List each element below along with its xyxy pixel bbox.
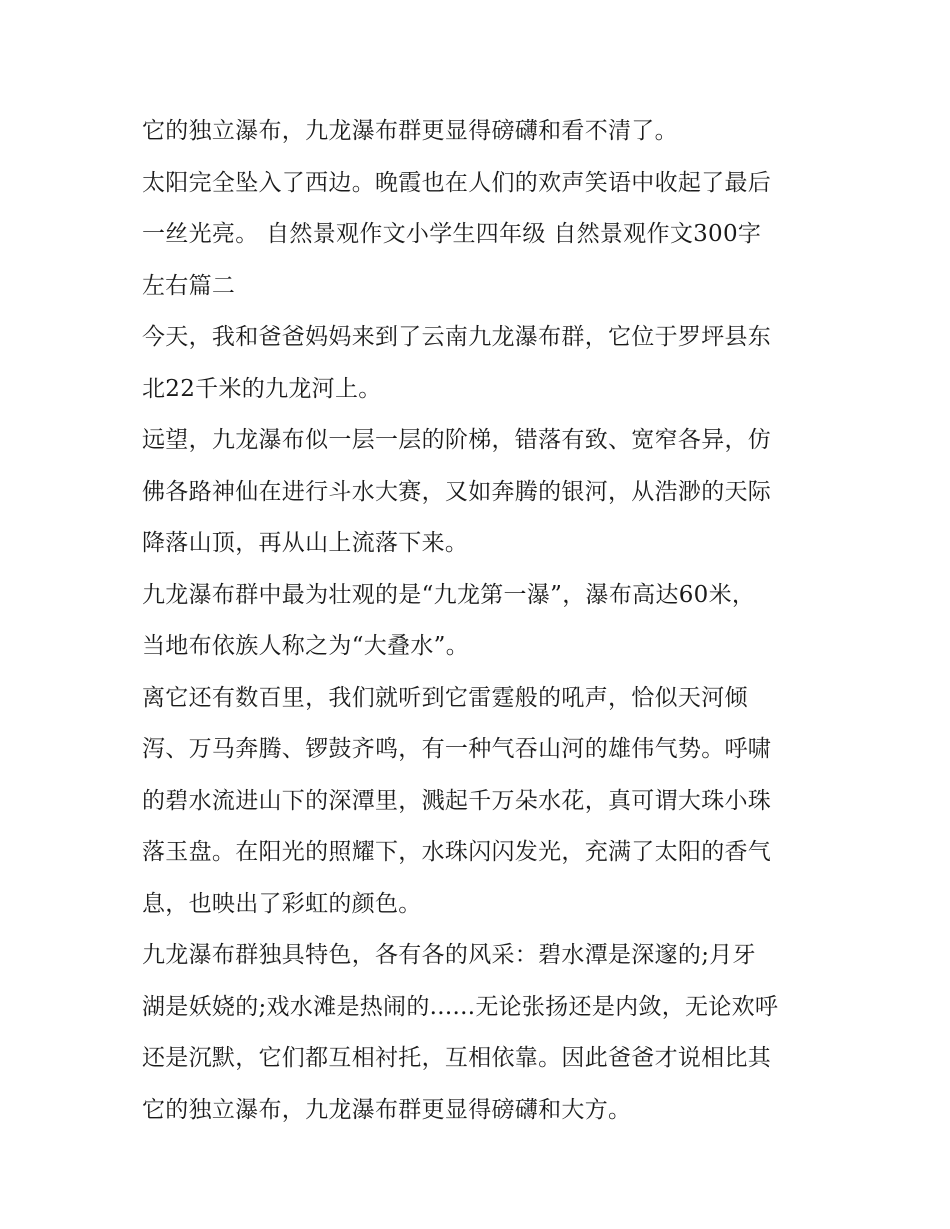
text-line: 降落山顶，再从山上流落下来。 xyxy=(142,530,469,556)
text-line: 一丝光亮。 自然景观作文小学生四年级 自然景观作文300字 xyxy=(142,221,762,247)
text-line: 落玉盘。在阳光的照耀下，水珠闪闪发光，充满了太阳的香气 xyxy=(142,839,772,865)
section-title-line: 左右篇二 xyxy=(142,272,236,299)
text-line: 息，也映出了彩虹的颜色。 xyxy=(142,890,422,917)
text-line: 九龙瀑布群中最为壮观的是“九龙第一瀑”，瀑布高达60米， xyxy=(142,581,756,608)
text-line: 湖是妖娆的;戏水滩是热闹的......无论张扬还是内敛，无论欢呼 xyxy=(142,993,779,1020)
text-line: 离它还有数百里，我们就听到它雷霆般的吼声，恰似天河倾 xyxy=(142,684,748,711)
text-line: 泻、万马奔腾、锣鼓齐鸣，有一种气吞山河的雄伟气势。呼啸 xyxy=(142,736,772,762)
text-line: 当地布依族人称之为“大叠水”。 xyxy=(142,633,470,659)
text-line: 远望，九龙瀑布似一层一层的阶梯，错落有致、宽窄各异，仿 xyxy=(142,427,772,453)
text-line: 九龙瀑布群独具特色，各有各的风采：碧水潭是深邃的;月牙 xyxy=(142,942,756,968)
text-line: 它的独立瀑布，九龙瀑布群更显得磅礴和看不清了。 xyxy=(142,118,678,144)
text-line: 佛各路神仙在进行斗水大赛，又如奔腾的银河，从浩渺的天际 xyxy=(142,478,772,505)
text-line: 它的独立瀑布，九龙瀑布群更显得磅礴和大方。 xyxy=(142,1096,632,1123)
essay-text xyxy=(142,106,822,1136)
text-line: 的碧水流进山下的深潭里，溅起千万朵水花，真可谓大珠小珠 xyxy=(142,787,772,814)
text-line: 太阳完全坠入了西边。晚霞也在人们的欢声笑语中收起了最后 xyxy=(142,169,772,196)
text-line: 北22千米的九龙河上。 xyxy=(142,375,382,402)
text-line: 今天，我和爸爸妈妈来到了云南九龙瀑布群，它位于罗坪县东 xyxy=(142,324,772,350)
text-line: 还是沉默，它们都互相衬托，互相依靠。因此爸爸才说相比其 xyxy=(142,1045,772,1071)
